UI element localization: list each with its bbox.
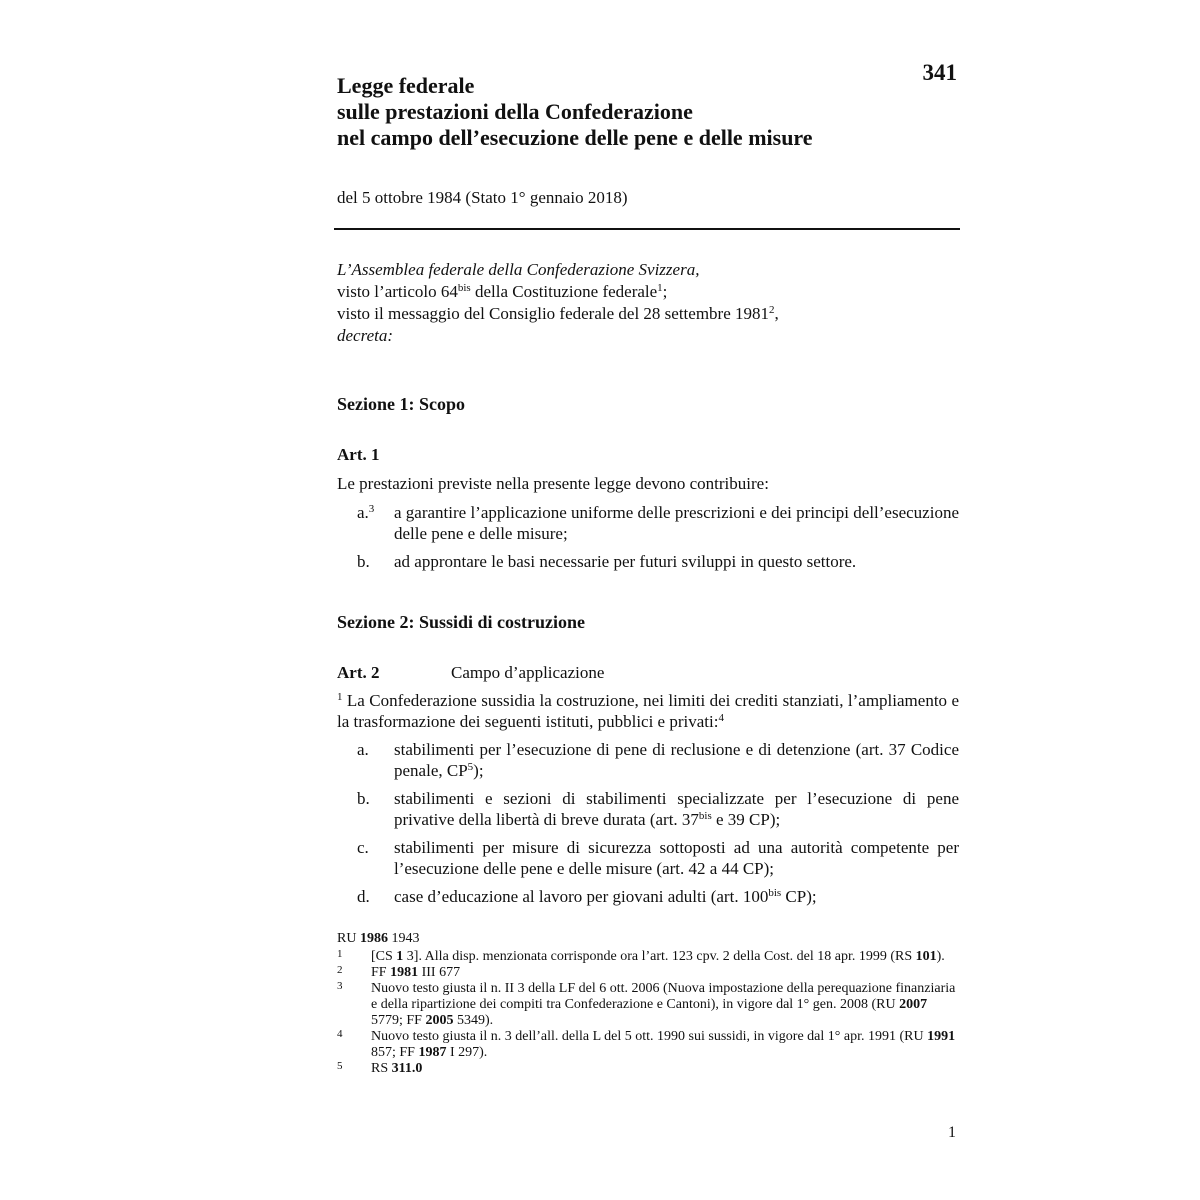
- title-line: sulle prestazioni della Confederazione: [337, 99, 693, 124]
- sr-number: 341: [922, 60, 957, 85]
- art-2-paragraph-1: $^1$ La Confederazione sussidia la costruzione, nei limiti dei crediti stanziati, l’ampliamento e la trasformazione dei seguenti istituti, pubblici e privati:$^4$: [337, 691, 959, 731]
- list-item: a. stabilimenti per l’esecuzione di pene di reclusione e di detenzione (art. 37 Codice penale, $CP^5$);: [357, 740, 959, 780]
- footnote: 2 FF 1981 III 677: [337, 964, 461, 980]
- footnote-ref[interactable]: 3: [368, 503, 375, 515]
- header-divider: [334, 228, 960, 230]
- list-letter: c.: [357, 838, 369, 857]
- footnote: 1 [CS 1 3]. Alla disp. menzionata corrisponde ora l’art. 123 cpv. 2 della Cost. del 18 apr. 1999 (RS 101).: [337, 948, 945, 964]
- preamble-line-constitution: visto l’articolo $64^{bis}$ della Costituzione federale$^1$;: [337, 282, 668, 301]
- list-letter: d.: [357, 887, 370, 906]
- art-2-heading: Art. 2 Campo d’applicazione: [337, 663, 605, 682]
- list-item: b. ad approntare le basi necessarie per futuri sviluppi in questo settore.: [357, 552, 857, 571]
- list-letter: a.: [357, 740, 369, 759]
- document-page: [337, 0, 959, 1200]
- preamble-line-message: visto il messaggio del Consiglio federale del 28 settembre 1981$^2$,: [337, 304, 779, 323]
- list-item: d. case d’educazione al lavoro per giovani adulti (art. $100^{bis}$ CP);: [357, 887, 817, 906]
- footnote: 4 Nuovo testo giusta il n. 3 dell’all. della L del 5 ott. 1990 sui sussidi, in vigore dal 1° apr. 1991 (RU 1991 857; FF 1987 I 297).: [337, 1028, 956, 1060]
- section-1-heading: Sezione 1: Scopo: [337, 394, 465, 414]
- footnote-list: [337, 949, 959, 1077]
- title-line: nel campo dell’esecuzione delle pene e delle misure: [337, 125, 813, 150]
- art-1-heading: Art. 1: [337, 445, 380, 464]
- list-item: c. stabilimenti per misure di sicurezza sottoposti ad una autorità competente per l’esecuzione delle pene e delle misure (art. 42 a 44 CP);: [357, 838, 959, 878]
- footnote-number: 2: [337, 964, 343, 976]
- title-line: Legge federale: [337, 73, 475, 98]
- art-2-title: Campo d’applicazione: [451, 663, 605, 682]
- section-2-heading: Sezione 2: Sussidi di costruzione: [337, 612, 586, 632]
- art-2-list: [357, 739, 959, 907]
- bis-superscript: bis: [457, 282, 471, 294]
- preamble: [337, 259, 779, 347]
- list-item: a.$^3$ a garantire l’applicazione uniforme delle prescrizioni e dei principi dell’esecuzione delle pene e delle misure;: [357, 503, 959, 543]
- bis-superscript: bis: [768, 887, 782, 899]
- footnote: 3 Nuovo testo giusta il n. II 3 della LF del 6 ott. 2006 (Nuova impostazione della perequazione finanziaria e della ripartizione dei compiti tra Confederazione e Cantoni), in vigore dal 1° gen. 2008 (RU 2007 5779; FF 2005 5349).: [337, 980, 956, 1028]
- list-letter: a.$^3$: [357, 503, 375, 522]
- art-1-list: [357, 502, 959, 572]
- date-status-line: del 5 ottobre 1984 (Stato 1° gennaio 2018): [337, 188, 628, 207]
- page-number: 1: [948, 1124, 956, 1141]
- footnote-ref[interactable]: 5: [467, 761, 474, 773]
- footnote: 5 RS 311.0: [337, 1060, 423, 1076]
- bis-superscript: bis: [698, 810, 712, 822]
- art-1-intro: Le prestazioni previste nella presente legge devono contribuire:: [337, 474, 769, 493]
- preamble-assembly: L’Assemblea federale della Confederazione Svizzera,: [337, 260, 700, 279]
- list-letter: b.: [357, 552, 370, 571]
- footnote-number: 1: [337, 948, 343, 960]
- footnote-ref[interactable]: 1: [657, 282, 663, 294]
- preamble-decree: decreta:: [337, 326, 394, 345]
- footnote-ref[interactable]: 4: [718, 712, 724, 724]
- law-title: [337, 73, 897, 151]
- footnote-ref[interactable]: 2: [769, 304, 775, 316]
- footnote-number: 3: [337, 980, 343, 992]
- footnote-number: 5: [337, 1060, 343, 1072]
- paragraph-number: 1: [337, 691, 343, 703]
- footnote-number: 4: [337, 1028, 343, 1040]
- list-letter: b.: [357, 789, 370, 808]
- list-item: b. stabilimenti e sezioni di stabilimenti specializzate per l’esecuzione di pene privative della libertà di breve durata (art. $37^{bis}$ e 39 CP);: [357, 789, 959, 829]
- footnotes: [337, 931, 959, 1077]
- ru-reference: RU 1986 1943: [337, 931, 420, 946]
